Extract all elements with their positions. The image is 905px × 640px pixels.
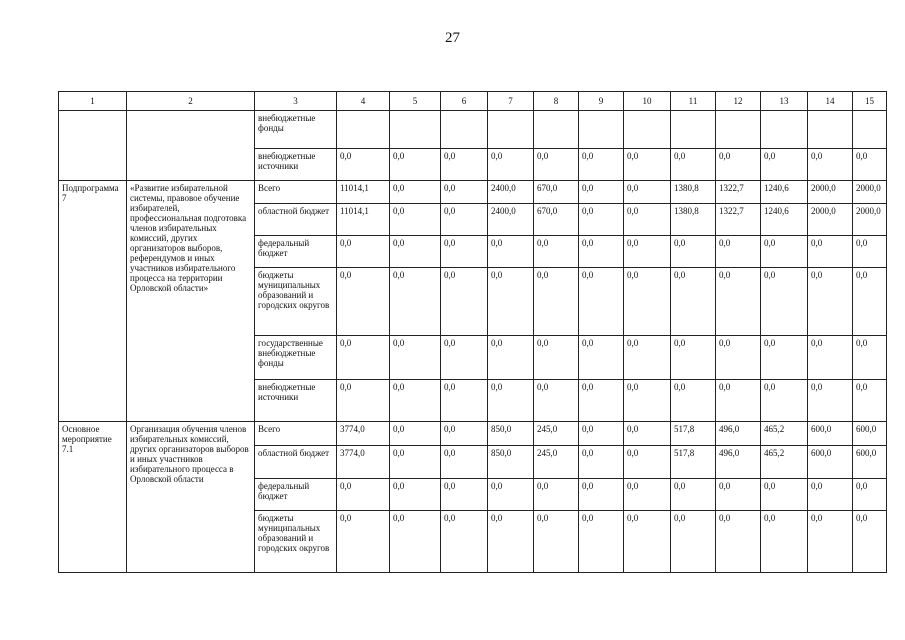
amount-cell: 0,0 [441, 149, 488, 181]
amount-cell: 0,0 [624, 204, 671, 236]
amount-cell: 600,0 [853, 422, 887, 446]
amount-cell: 0,0 [390, 204, 441, 236]
header-row [59, 92, 887, 111]
column-header: 8 [534, 92, 579, 111]
funding-source-cell: федеральный бюджет [255, 236, 337, 268]
amount-cell: 0,0 [716, 479, 761, 511]
column-header: 3 [255, 92, 337, 111]
amount-cell: 0,0 [761, 268, 808, 336]
amount-cell [488, 111, 534, 149]
amount-cell: 0,0 [390, 181, 441, 204]
amount-cell [853, 111, 887, 149]
amount-cell: 1380,8 [671, 204, 716, 236]
amount-cell: 0,0 [853, 149, 887, 181]
column-header: 13 [761, 92, 808, 111]
amount-cell: 0,0 [716, 236, 761, 268]
amount-cell: 0,0 [624, 336, 671, 380]
amount-cell: 0,0 [337, 511, 390, 573]
funding-source-cell: бюджеты муниципальных образований и городских округов [255, 511, 337, 573]
table-row [59, 181, 887, 204]
column-header: 15 [853, 92, 887, 111]
amount-cell: 0,0 [337, 268, 390, 336]
amount-cell: 0,0 [579, 336, 624, 380]
amount-cell: 0,0 [761, 479, 808, 511]
amount-cell: 11014,1 [337, 181, 390, 204]
amount-cell: 600,0 [853, 446, 887, 479]
amount-cell: 0,0 [441, 380, 488, 422]
amount-cell: 0,0 [441, 181, 488, 204]
amount-cell: 0,0 [808, 511, 853, 573]
column-header: 14 [808, 92, 853, 111]
amount-cell: 0,0 [441, 236, 488, 268]
amount-cell: 245,0 [534, 446, 579, 479]
amount-cell: 0,0 [579, 149, 624, 181]
amount-cell: 0,0 [624, 236, 671, 268]
amount-cell: 0,0 [853, 380, 887, 422]
amount-cell: 0,0 [441, 336, 488, 380]
amount-cell: 0,0 [579, 268, 624, 336]
amount-cell: 0,0 [390, 236, 441, 268]
amount-cell: 11014,1 [337, 204, 390, 236]
funding-source-cell: областной бюджет [255, 446, 337, 479]
amount-cell: 245,0 [534, 422, 579, 446]
amount-cell: 0,0 [671, 149, 716, 181]
amount-cell: 670,0 [534, 181, 579, 204]
amount-cell: 2000,0 [808, 204, 853, 236]
program-description-cell: Организация обучения членов избирательных комиссий, других организаторов выборов и иных участников избирательного процесса в Орловской области [127, 422, 255, 573]
table-row [59, 111, 887, 149]
amount-cell: 0,0 [716, 511, 761, 573]
amount-cell: 3774,0 [337, 446, 390, 479]
funding-source-cell: бюджеты муниципальных образований и городских округов [255, 268, 337, 336]
amount-cell: 0,0 [390, 479, 441, 511]
amount-cell: 2000,0 [808, 181, 853, 204]
amount-cell: 0,0 [390, 422, 441, 446]
amount-cell: 0,0 [337, 336, 390, 380]
amount-cell: 0,0 [534, 149, 579, 181]
amount-cell: 0,0 [624, 149, 671, 181]
amount-cell: 2400,0 [488, 181, 534, 204]
amount-cell: 0,0 [808, 268, 853, 336]
amount-cell: 2000,0 [853, 204, 887, 236]
amount-cell: 465,2 [761, 422, 808, 446]
amount-cell: 0,0 [624, 380, 671, 422]
amount-cell: 0,0 [390, 446, 441, 479]
funding-source-cell: федеральный бюджет [255, 479, 337, 511]
amount-cell: 0,0 [716, 336, 761, 380]
funding-source-cell: Всего [255, 181, 337, 204]
amount-cell: 0,0 [534, 236, 579, 268]
funding-source-cell: внебюджетные источники [255, 149, 337, 181]
amount-cell [761, 111, 808, 149]
amount-cell: 0,0 [853, 236, 887, 268]
funding-source-cell: государственные внебюджетные фонды [255, 336, 337, 380]
amount-cell: 0,0 [337, 149, 390, 181]
amount-cell: 0,0 [441, 268, 488, 336]
amount-cell: 517,8 [671, 422, 716, 446]
page-number: 27 [445, 30, 460, 46]
amount-cell: 0,0 [579, 236, 624, 268]
amount-cell: 0,0 [534, 268, 579, 336]
amount-cell: 0,0 [390, 149, 441, 181]
amount-cell: 496,0 [716, 446, 761, 479]
amount-cell: 0,0 [808, 380, 853, 422]
amount-cell: 0,0 [441, 511, 488, 573]
amount-cell: 0,0 [624, 268, 671, 336]
column-header: 5 [390, 92, 441, 111]
amount-cell: 0,0 [579, 446, 624, 479]
amount-cell: 0,0 [853, 268, 887, 336]
column-header: 1 [59, 92, 127, 111]
amount-cell: 670,0 [534, 204, 579, 236]
amount-cell: 2400,0 [488, 204, 534, 236]
column-header: 6 [441, 92, 488, 111]
program-name-cell: Подпрограмма 7 [59, 181, 127, 422]
column-header: 12 [716, 92, 761, 111]
amount-cell: 0,0 [337, 479, 390, 511]
amount-cell: 0,0 [671, 380, 716, 422]
amount-cell: 0,0 [441, 446, 488, 479]
amount-cell: 0,0 [671, 479, 716, 511]
column-header: 9 [579, 92, 624, 111]
amount-cell: 0,0 [671, 336, 716, 380]
amount-cell: 0,0 [716, 149, 761, 181]
amount-cell: 1380,8 [671, 181, 716, 204]
amount-cell: 850,0 [488, 422, 534, 446]
funding-source-cell: областной бюджет [255, 204, 337, 236]
amount-cell: 850,0 [488, 446, 534, 479]
amount-cell: 0,0 [488, 511, 534, 573]
amount-cell: 600,0 [808, 422, 853, 446]
amount-cell: 0,0 [808, 479, 853, 511]
amount-cell: 0,0 [624, 446, 671, 479]
amount-cell [671, 111, 716, 149]
amount-cell: 600,0 [808, 446, 853, 479]
amount-cell [390, 111, 441, 149]
amount-cell [579, 111, 624, 149]
amount-cell: 0,0 [579, 511, 624, 573]
program-name-cell: Основное мероприятие 7.1 [59, 422, 127, 573]
amount-cell: 0,0 [534, 479, 579, 511]
amount-cell: 0,0 [579, 181, 624, 204]
program-description-cell: «Развитие избирательной системы, правовое обучение избирателей, профессиональная подготовка членов избирательных комиссий, других организаторов выборов, референдумов и иных участников избирательного процесса на территории Орловской области» [127, 181, 255, 422]
amount-cell: 0,0 [534, 511, 579, 573]
amount-cell: 0,0 [579, 422, 624, 446]
amount-cell: 1240,6 [761, 204, 808, 236]
column-header: 7 [488, 92, 534, 111]
amount-cell: 1322,7 [716, 204, 761, 236]
amount-cell: 0,0 [761, 511, 808, 573]
funding-source-cell: Всего [255, 422, 337, 446]
amount-cell: 0,0 [853, 336, 887, 380]
amount-cell: 0,0 [441, 204, 488, 236]
amount-cell: 0,0 [390, 336, 441, 380]
amount-cell: 1322,7 [716, 181, 761, 204]
amount-cell: 0,0 [441, 422, 488, 446]
amount-cell [441, 111, 488, 149]
amount-cell: 0,0 [390, 380, 441, 422]
amount-cell: 0,0 [761, 336, 808, 380]
amount-cell: 0,0 [579, 380, 624, 422]
budget-table [58, 91, 887, 573]
table-row [59, 422, 887, 446]
amount-cell [337, 111, 390, 149]
amount-cell: 517,8 [671, 446, 716, 479]
amount-cell: 3774,0 [337, 422, 390, 446]
funding-source-cell: внебюджетные источники [255, 380, 337, 422]
amount-cell: 0,0 [761, 236, 808, 268]
amount-cell: 1240,6 [761, 181, 808, 204]
amount-cell: 0,0 [579, 479, 624, 511]
amount-cell: 0,0 [624, 422, 671, 446]
amount-cell: 0,0 [488, 236, 534, 268]
column-header: 2 [127, 92, 255, 111]
amount-cell: 2000,0 [853, 181, 887, 204]
amount-cell: 0,0 [853, 511, 887, 573]
amount-cell: 0,0 [671, 268, 716, 336]
column-header: 4 [337, 92, 390, 111]
amount-cell: 0,0 [390, 268, 441, 336]
amount-cell: 0,0 [624, 181, 671, 204]
table-body [59, 111, 887, 573]
amount-cell [624, 111, 671, 149]
amount-cell: 0,0 [534, 380, 579, 422]
amount-cell: 0,0 [488, 268, 534, 336]
amount-cell: 0,0 [716, 380, 761, 422]
amount-cell: 0,0 [716, 268, 761, 336]
amount-cell: 0,0 [808, 336, 853, 380]
amount-cell [716, 111, 761, 149]
amount-cell: 0,0 [624, 479, 671, 511]
amount-cell: 0,0 [853, 479, 887, 511]
column-header: 10 [624, 92, 671, 111]
amount-cell [808, 111, 853, 149]
amount-cell: 0,0 [488, 479, 534, 511]
amount-cell: 0,0 [761, 380, 808, 422]
program-description-cell [127, 111, 255, 181]
amount-cell: 0,0 [488, 336, 534, 380]
amount-cell: 465,2 [761, 446, 808, 479]
amount-cell: 0,0 [808, 236, 853, 268]
amount-cell: 0,0 [534, 336, 579, 380]
amount-cell: 0,0 [441, 479, 488, 511]
amount-cell: 0,0 [671, 511, 716, 573]
program-name-cell [59, 111, 127, 181]
amount-cell: 0,0 [337, 380, 390, 422]
amount-cell: 0,0 [337, 236, 390, 268]
amount-cell: 0,0 [390, 511, 441, 573]
amount-cell: 0,0 [488, 380, 534, 422]
amount-cell: 0,0 [671, 236, 716, 268]
column-header: 11 [671, 92, 716, 111]
amount-cell: 0,0 [761, 149, 808, 181]
amount-cell: 0,0 [579, 204, 624, 236]
amount-cell: 0,0 [488, 149, 534, 181]
amount-cell [534, 111, 579, 149]
amount-cell: 0,0 [808, 149, 853, 181]
amount-cell: 0,0 [624, 511, 671, 573]
funding-source-cell: внебюджетные фонды [255, 111, 337, 149]
amount-cell: 496,0 [716, 422, 761, 446]
